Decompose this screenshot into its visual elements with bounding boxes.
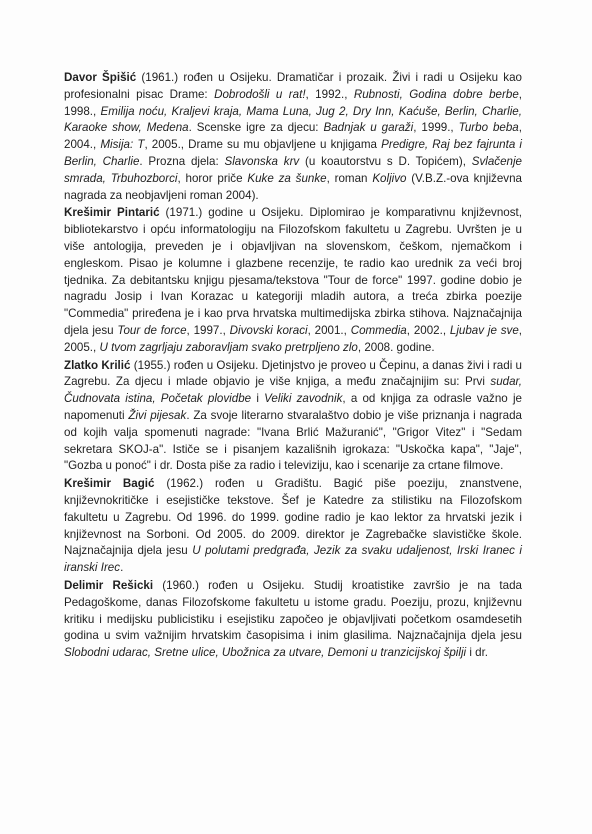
entry-text: (1955.) rođen u Osijeku. Djetinjstvo je proveo u Čepinu, a danas živi i radi u Zagrebu. Za djecu i mlade objavio je više knjiga, a među značajnijim su: Prvi xyxy=(64,358,523,389)
work-title: Živi pijesak xyxy=(128,408,187,422)
work-title: Ljubav je sve xyxy=(449,323,519,337)
entry-text: , 2005., Drame su mu objavljene u knjigama xyxy=(144,138,382,152)
work-title: Veliki zavodnik xyxy=(264,392,343,406)
author-entry xyxy=(64,476,522,577)
work-title: sudar, Čudnovata istina, Početak plovidbe xyxy=(64,375,522,406)
entry-text: , 1999., xyxy=(413,121,459,135)
author-entry xyxy=(64,70,522,204)
work-title: Rubnosti, Godina dobre berbe xyxy=(353,87,519,101)
work-title: Commedia xyxy=(350,323,407,337)
work-title: U tvom zagrljaju zaboravljam svako pretrpljeno zlo xyxy=(99,340,358,354)
entry-text: , 1992., xyxy=(305,87,354,101)
work-title: Misija: T xyxy=(100,138,145,152)
work-title: Badnjak u garaži xyxy=(323,121,414,135)
entry-text: . Scenske igre za djecu: xyxy=(188,121,324,135)
author-entry xyxy=(64,205,522,356)
entry-text: , 1998., xyxy=(64,87,523,118)
author-name: Davor Špišić xyxy=(64,71,137,84)
work-title: Emilija noću, Kraljevi kraja, Mama Luna, Jug 2, Dry Inn, Kaćuše, Berlin, Charlie, Karaoke show, Medena xyxy=(64,104,522,135)
entry-text: . Za svoje literarno stvaralaštvo dobio je više priznanja i nagrada od kojih valja spomenuti nagrade: "Ivana Brlić Mažuranić", "Grigor Vitez" i "Sedam sekretara SKOJ-a". Ističe se i pisanjem kazališnih igrokaza: "Uskočka kapa", "Jaje", "Gozba u ponoć" i dr. Dosta piše za radio i televiziju, kao i scenarije za crtane filmove. xyxy=(64,408,523,473)
biography-text-block xyxy=(64,70,522,663)
work-title: Tour de force xyxy=(117,323,187,337)
author-name: Krešimir Bagić xyxy=(64,477,155,491)
entry-text: (u koautorstvu s D. Topićem), xyxy=(299,154,472,168)
entry-text: i xyxy=(251,392,265,406)
entry-text: i dr. xyxy=(466,646,489,660)
entry-text: , a od knjiga za odrasle važno je napomenuti xyxy=(64,392,522,422)
entry-text: , horor priče xyxy=(177,171,248,185)
entry-text: (1971.) godine u Osijeku. Diplomirao je komparativnu književnost, bibliotekarstvo i opću informatologiju na Filozofskom fakultetu u Zagrebu. Uvršten je u više antologija, preveden je i objavljivan na slovenskom, češkom, njemačkom i engleskom. Pisao je kolumne i glazbene recenzije, te radio kao urednik za veći broj tjednika. Za debitantsku knjigu pjesama/tekstova "Tour de force" 1997. godine dobio je nagradu Josip i Ivan Korazac u kategoriji mladih autora, a treća zbirka poezije "Commedia" priređena je i kao prva hrvatska multimedijska zbirka stihova. Najznačajnija djela jesu xyxy=(64,206,522,337)
entry-text: , 2005., xyxy=(64,323,523,354)
entry-text: , 2001., xyxy=(307,323,351,337)
work-title: Slavonska krv xyxy=(224,154,300,168)
entry-text: . xyxy=(120,561,124,575)
entry-text: , 1997., xyxy=(186,323,230,337)
work-title: Divovski koraci xyxy=(229,323,308,337)
work-title: Koljivo xyxy=(372,171,407,185)
work-title: Svlačenje smrada, Trbuhozborci xyxy=(64,154,522,185)
entry-text: (1962.) rođen u Gradištu. Bagić piše poeziju, znanstvene, književnokritičke i esejističke tekstove. Šef je Katedre za stilistiku na Filozofskom fakultetu u Zagrebu. Od 1996. do 1999. godine radio je kao lektor za hrvatski jezik i književnost na Sorboni. Od 2005. do 2009. direktor je Zagrebačke slavističke škole. Najznačajnija djela jesu xyxy=(64,477,522,558)
author-entry xyxy=(64,358,522,476)
author-entry xyxy=(64,578,522,662)
work-title: Turbo beba xyxy=(458,121,519,135)
entry-text: (1961.) rođen u Osijeku. Dramatičar i prozaik. Živi i radi u Osijeku kao profesionalni pisac Drame: xyxy=(64,71,522,101)
entry-text: , roman xyxy=(326,171,373,185)
work-title: U polutami predgrađa, Jezik za svaku udaljenost, Irski Iranec i iranski Irec xyxy=(64,544,522,575)
author-name: Zlatko Krilić xyxy=(64,358,131,372)
work-title: Predigre, Raj bez fajrunta i Berlin, Charlie xyxy=(64,138,522,168)
author-name: Krešimir Pintarić xyxy=(64,206,160,220)
entry-text: , 2008. godine. xyxy=(357,340,435,354)
entry-text: , 2004., xyxy=(64,121,522,152)
work-title: Kuke za šunke xyxy=(247,171,327,185)
entry-text: , 2002., xyxy=(406,323,450,337)
work-title: Slobodni udarac, Sretne ulice, Ubožnica za utvare, Demoni u tranzicijskoj špilji xyxy=(64,646,467,660)
entry-text: (1960.) rođen u Osijeku. Studij kroatistike završio je na tada Pedagoškome, danas Filozofskome fakultetu u istome gradu. Poeziju, prozu, književnu kritiku i medijsku publicistiku i esejistiku započeo je objavljivati početkom osamdesetih godina u svim važnijim hrvatskim časopisima i inim glasilima. Najznačajnija djela jesu xyxy=(64,578,522,643)
author-name: Delimir Rešicki xyxy=(64,578,154,592)
entry-text: . Prozna djela: xyxy=(139,154,225,168)
entry-text: (V.B.Z.-ova književna nagrada za neobjavljeni roman 2004). xyxy=(64,171,522,202)
work-title: Dobrodošli u rat! xyxy=(214,87,306,101)
